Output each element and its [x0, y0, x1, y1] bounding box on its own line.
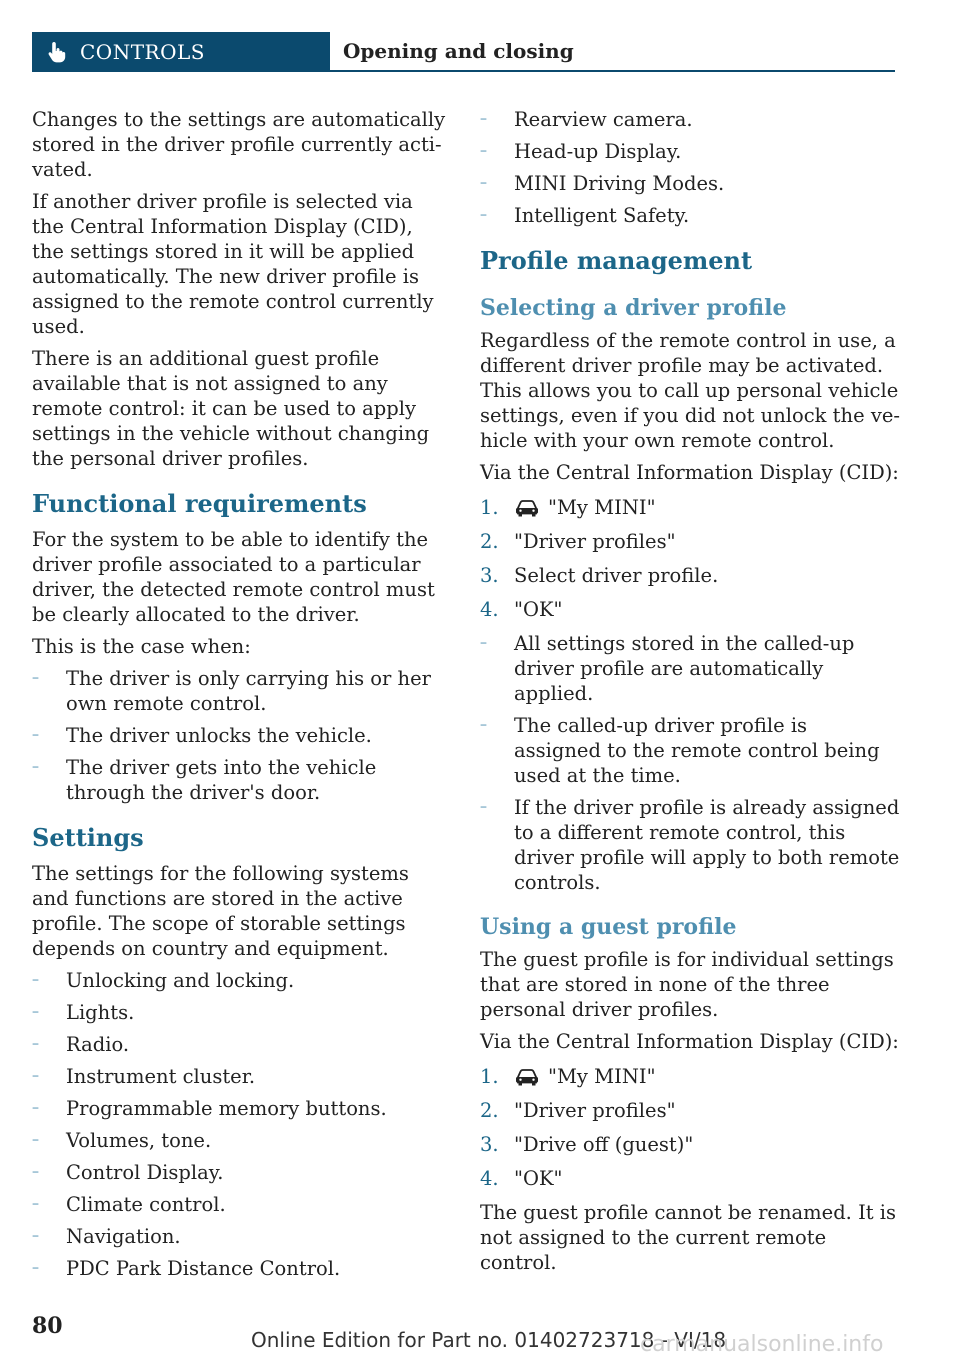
dash-icon: –	[480, 143, 487, 159]
heading-profile-management: Profile management	[480, 246, 753, 275]
list-item: – The driver unlocks the vehicle.	[32, 724, 372, 747]
dash-icon: –	[32, 670, 39, 686]
step-item: 2. "Driver profiles"	[480, 1099, 676, 1122]
dash-icon: –	[480, 799, 487, 815]
dash-icon: –	[32, 1260, 39, 1276]
step-item: 4. "OK"	[480, 598, 563, 621]
chapter-title: Opening and closing	[343, 39, 574, 63]
left-column	[32, 107, 450, 1288]
list-item: – Intelligent Safety.	[480, 204, 690, 227]
paragraph: Changes to the settings are automatically stored in the driver profile currently activated.	[32, 108, 446, 181]
dash-icon: –	[32, 1196, 39, 1212]
heading-using-guest-profile: Using a guest profile	[480, 914, 737, 940]
header-rule	[330, 70, 895, 72]
list-item: – If the driver profile is already assigned to a different remote control, this driver profile will apply to both remote controls.	[480, 796, 900, 894]
step-item: 3. "Drive off (guest)"	[480, 1133, 694, 1156]
list-item: – Volumes, tone.	[32, 1129, 212, 1152]
dash-icon: –	[480, 717, 487, 733]
dash-icon: –	[32, 972, 39, 988]
list-item: – Unlocking and locking.	[32, 969, 295, 992]
list-item: – Lights.	[32, 1001, 135, 1024]
settings-list	[32, 968, 450, 1281]
dash-icon: –	[480, 207, 487, 223]
paragraph: The guest profile is for individual settings that are stored in none of the three personal driver profiles.	[480, 948, 894, 1021]
step-item: 1. "My MINI"	[480, 496, 656, 519]
heading-selecting-driver-profile: Selecting a driver profile	[480, 295, 787, 321]
hand-pointer-icon	[44, 40, 68, 64]
paragraph: Via the Central Information Display (CID):	[480, 1030, 899, 1053]
settings-list-continued	[480, 107, 900, 228]
dash-icon: –	[480, 111, 487, 127]
dash-icon: –	[32, 1068, 39, 1084]
dash-icon: –	[32, 759, 39, 775]
dash-icon: –	[32, 727, 39, 743]
dash-icon: –	[32, 1164, 39, 1180]
list-item: – The driver gets into the vehicle through the driver's door.	[32, 756, 377, 804]
dash-icon: –	[480, 175, 487, 191]
dash-icon: –	[480, 635, 487, 651]
step-item: 2. "Driver profiles"	[480, 530, 676, 553]
list-item: – All settings stored in the called-up driver profile are automatically applied.	[480, 632, 855, 705]
car-icon	[514, 1067, 540, 1087]
list-item: – PDC Park Distance Control.	[32, 1257, 341, 1280]
list-item: – Climate control.	[32, 1193, 226, 1216]
list-item: – Radio.	[32, 1033, 130, 1056]
section-tab	[32, 32, 330, 72]
paragraph: The guest profile cannot be renamed. It is not assigned to the current remote control.	[480, 1201, 897, 1274]
paragraph: For the system to be able to identify the driver profile associated to a particular driver, the detected remote control must be clearly allocated to the driver.	[32, 528, 435, 626]
results-list	[480, 631, 900, 895]
dash-icon: –	[32, 1228, 39, 1244]
step-item: 1. "My MINI"	[480, 1065, 656, 1088]
steps-guest-profile	[480, 1064, 900, 1191]
heading-settings: Settings	[32, 823, 144, 852]
list-item: – Navigation.	[32, 1225, 181, 1248]
edition-footer: Online Edition for Part no. 01402723718 - VI/18	[251, 1328, 727, 1352]
step-item: 3. Select driver profile.	[480, 564, 719, 587]
list-item: – Rearview camera.	[480, 108, 693, 131]
steps-select-profile	[480, 495, 900, 622]
dash-icon: –	[32, 1004, 39, 1020]
list-item: – The driver is only carrying his or her own remote control.	[32, 667, 431, 715]
paragraph: There is an additional guest profile available that is not assigned to any remote control: it can be used to apply settings in the vehicle without changing the personal driver profiles.	[32, 347, 430, 470]
page-number: 80	[32, 1313, 63, 1339]
list-item: – Control Display.	[32, 1161, 224, 1184]
paragraph: Regardless of the remote control in use, a different driver profile may be activated. This allows you to call up personal vehicle settings, even if you did not unlock the vehicle with your own remote control.	[480, 329, 900, 452]
paragraph: This is the case when:	[32, 635, 251, 658]
heading-functional-requirements: Functional requirements	[32, 489, 367, 518]
step-item: 4. "OK"	[480, 1167, 563, 1190]
list-item: – Programmable memory buttons.	[32, 1097, 387, 1120]
list-item: – Instrument cluster.	[32, 1065, 256, 1088]
right-column	[480, 107, 900, 1282]
list-item: – Head-up Display.	[480, 140, 682, 163]
list-item: – The called-up driver profile is assigned to the remote control being used at the time.	[480, 714, 880, 787]
page-header	[32, 32, 895, 72]
paragraph: If another driver profile is selected via the Central Information Display (CID), the settings stored in it will be applied automatically. The new driver profile is assigned to the remote control currently used.	[32, 190, 434, 338]
dash-icon: –	[32, 1100, 39, 1116]
dash-icon: –	[32, 1036, 39, 1052]
dash-icon: –	[32, 1132, 39, 1148]
conditions-list	[32, 666, 450, 805]
paragraph: Via the Central Information Display (CID):	[480, 461, 899, 484]
watermark: carmanualsonline.info	[640, 1332, 884, 1357]
section-label: CONTROLS	[80, 40, 205, 64]
paragraph: The settings for the following systems and functions are stored in the active profile. The scope of storable settings depends on country and equipment.	[32, 862, 409, 960]
list-item: – MINI Driving Modes.	[480, 172, 725, 195]
car-icon	[514, 498, 540, 518]
